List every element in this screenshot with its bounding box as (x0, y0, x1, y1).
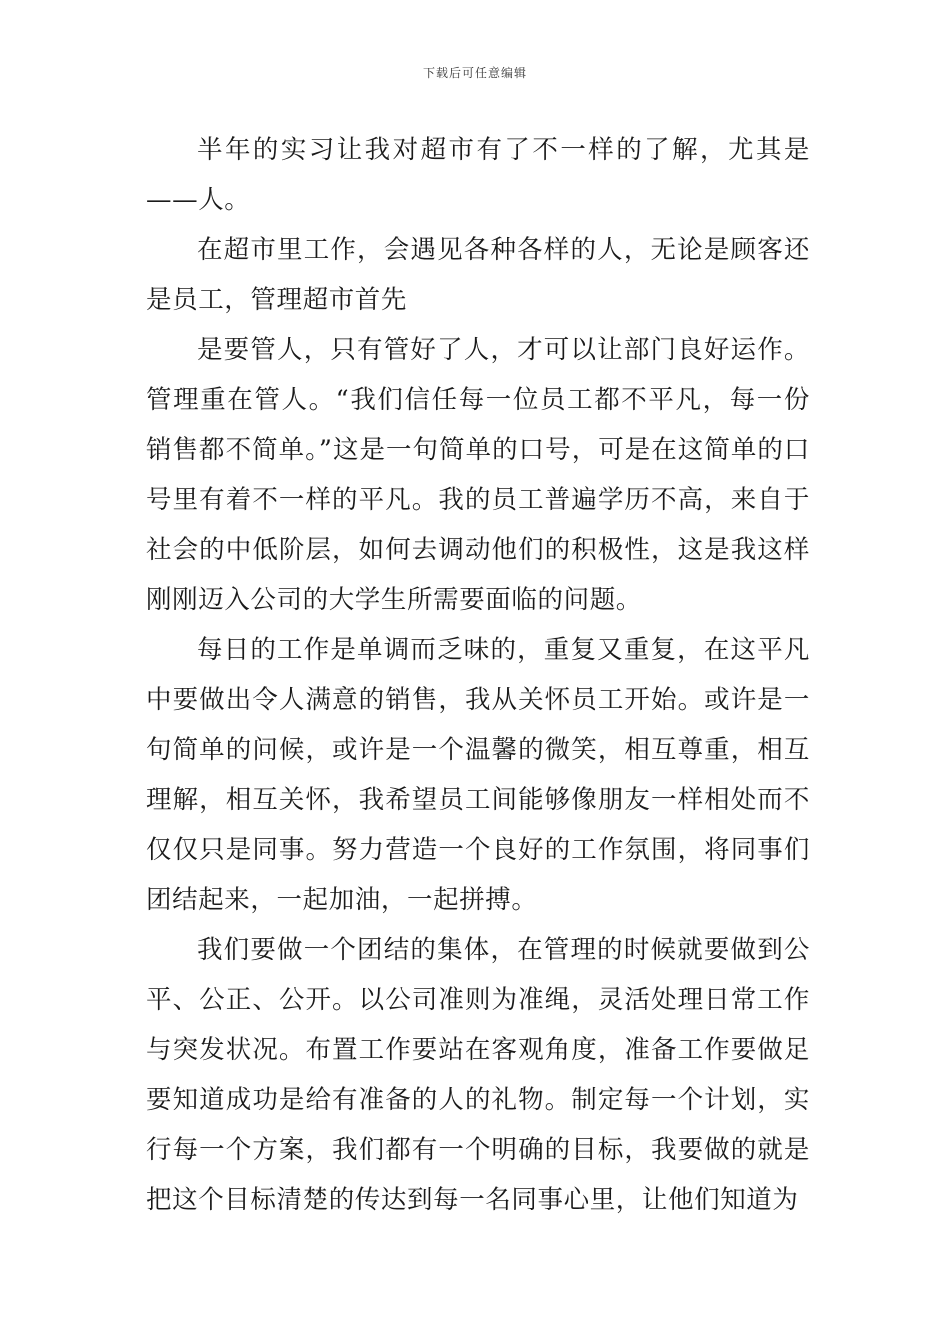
paragraph-1: 半年的实习让我对超市有了不一样的了解，尤其是——人。 (146, 135, 810, 215)
paragraph-2: 在超市里工作，会遇见各种各样的人，无论是顾客还是员工，管理超市首先 (146, 235, 810, 315)
page-header: 下载后可任意编辑 (422, 66, 527, 80)
paragraph-3: 是要管人，只有管好了人，才可以让部门良好运作。管理重在管人。“我们信任每一位员工都不平凡，每一份销售都不简单。”这是一句简单的口号，可是在这简单的口号里有着不一样的平凡。我的员工普遍学历不高，来自于社会的中低阶层，如何去调动他们的积极性，这是我这样刚刚迈入公司的大学生所需要面临的问题。 (146, 335, 810, 615)
paragraph-4: 每日的工作是单调而乏味的，重复又重复，在这平凡中要做出令人满意的销售，我从关怀员工开始。或许是一句简单的问候，或许是一个温馨的微笑，相互尊重，相互理解，相互关怀，我希望员工间能够像朋友一样相处而不仅仅只是同事。努力营造一个良好的工作氛围，将同事们团结起来，一起加油，一起拼搏。 (146, 635, 810, 915)
document-body (146, 125, 810, 1225)
paragraph-5: 我们要做一个团结的集体，在管理的时候就要做到公平、公正、公开。以公司准则为准绳，灵活处理日常工作与突发状况。布置工作要站在客观角度，准备工作要做足要知道成功是给有准备的人的礼物。制定每一个计划，实行每一个方案，我们都有一个明确的目标，我要做的就是把这个目标清楚的传达到每一名同事心里，让他们知道为 (146, 935, 810, 1215)
